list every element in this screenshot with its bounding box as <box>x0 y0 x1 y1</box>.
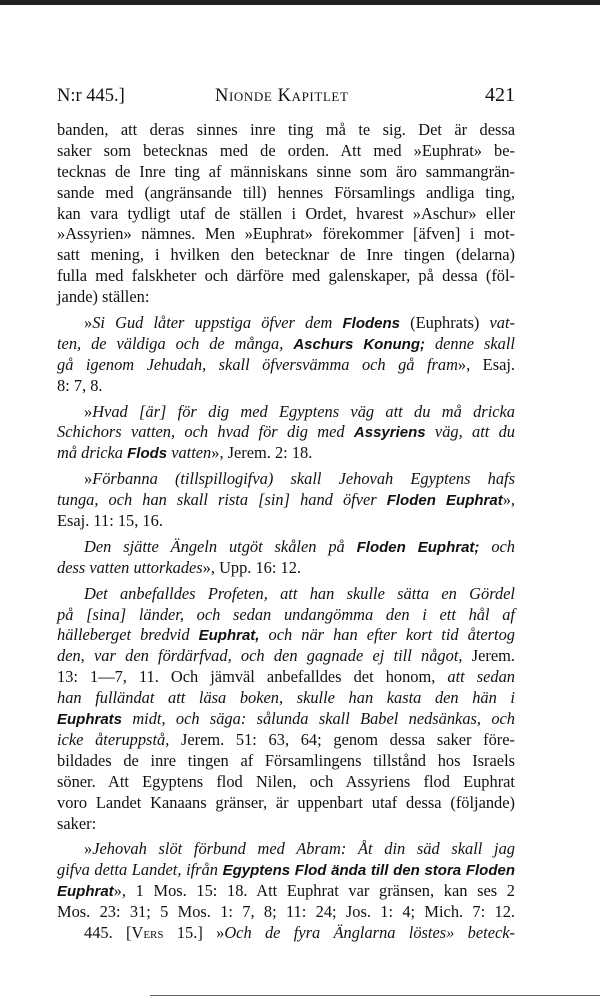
text-run: Förbanna (tillspillogifva) skall Jehovah Egyptens hafs <box>92 469 515 489</box>
text-run: gå igenom Jehudah, skall öfversvämma och gå fram <box>57 354 458 374</box>
text-run: Hvad [är] för dig med Egyptens väg att du må dricka <box>92 401 515 421</box>
text-run: satt mening, i hvilken den betecknar de Inre tingen (delarna) <box>57 245 515 265</box>
text-line <box>57 793 515 814</box>
text-run: Flods <box>127 445 168 463</box>
text-run: Jehovah slöt förbund med Abram: Åt din säd skall jag <box>92 839 515 859</box>
text-run: dess vatten uttorkades <box>57 557 203 577</box>
text-run: Aschurs Konung; <box>293 335 425 353</box>
text-run: vatten <box>167 443 212 463</box>
text-run: saker: <box>57 813 97 833</box>
text-run: Jerem. 51: 63, 64; genom dessa saker före- <box>169 729 515 749</box>
page-body <box>57 120 515 944</box>
quote-line <box>57 709 515 730</box>
text-run: Floden Euphrat; <box>356 538 480 556</box>
text-run: ten, de väldiga och de många, <box>57 333 294 353</box>
text-line <box>57 730 515 751</box>
quote-line <box>57 402 515 423</box>
text-line <box>57 772 515 793</box>
text-run: 8: 7, 8. <box>57 375 103 395</box>
text-run: »Assyrien» nämnes. Men »Euphrat» förekommer [äfven] i mot- <box>57 224 515 244</box>
text-run: midt, och säga: sålunda skall Babel nedsänkas, och <box>122 709 515 729</box>
text-line <box>57 224 515 245</box>
text-run: 13: 1—7, 11. Och jämväl anbefalldes det honom, <box>57 667 448 687</box>
text-run: Den sjätte Ängeln utgöt skålen på <box>84 536 357 556</box>
text-line <box>57 162 515 183</box>
text-run: tunga, och han skall rista [sin] hand öfver <box>57 490 387 510</box>
text-run: kan vara tydligt utaf de ställen i Ordet, hvarest »Aschur» eller <box>57 203 515 223</box>
text-run: Floden Euphrat <box>386 492 503 510</box>
text-run: söner. Att Egyptens flod Nilen, och Assyriens flod Euphrat <box>57 771 515 791</box>
text-run: sande med (angränsande till) hennes Församlings andliga ting, <box>57 182 515 202</box>
text-run: gifva detta Landet, ifrån <box>57 860 223 880</box>
text-run: (Euphrats) <box>400 313 490 333</box>
quote-line <box>57 443 515 464</box>
text-run: den, var den fördärfvad, och den gagnade ej till något, <box>57 646 463 666</box>
text-run: » <box>84 469 93 489</box>
quote-line <box>57 490 515 511</box>
scan-top-edge <box>0 0 600 5</box>
chapter-title: Nionde Kapitlet <box>215 86 349 106</box>
text-run: må dricka <box>57 443 128 463</box>
text-run: jande) ställen: <box>57 287 150 307</box>
text-line <box>57 141 515 162</box>
quote-line <box>57 469 515 490</box>
scan-bottom-edge <box>150 995 600 996</box>
text-run: Jerem. <box>462 646 515 666</box>
text-run: banden, att deras sinnes inre ting må te sig. Det är dessa <box>57 120 515 139</box>
quote-line <box>57 688 515 709</box>
text-run: Esaj. 11: 15, 16. <box>57 511 163 531</box>
running-header <box>57 86 515 110</box>
quote-line <box>57 313 515 334</box>
text-run: denne skall <box>425 333 515 353</box>
section-start-line <box>57 923 515 944</box>
text-run: vat- <box>489 313 515 333</box>
text-run: Det anbefalldes Profeten, att han skulle sätta en Gördel <box>84 583 515 603</box>
text-run: Och de fyra Änglarna löstes» beteck- <box>224 922 515 942</box>
text-run: voro Landet Kanaans gränser, är uppenbart utaf dessa (följande) <box>57 792 515 812</box>
text-run: och <box>479 536 515 556</box>
text-line <box>57 287 515 308</box>
section-number: N:r 445.] <box>57 86 125 106</box>
text-run: väg, att du <box>425 422 516 442</box>
text-run: » <box>84 313 93 333</box>
text-run: », 1 Mos. 15: 18. Att Euphrat var gränsen, kan ses 2 <box>113 881 515 901</box>
quote-line <box>57 625 515 646</box>
quote-line <box>57 558 515 579</box>
quote-line <box>57 376 515 397</box>
text-run: han fulländat att läsa boken, skulle han kasta den hän i <box>57 688 515 708</box>
text-run: tecknas de Inre ting af människans sinne som äro sammangrän- <box>57 161 515 181</box>
text-run: Euphrats <box>57 711 123 729</box>
page-number: 421 <box>485 84 515 106</box>
quote-line <box>57 646 515 667</box>
text-run: på [sina] länder, och sedan undangömma den i ett hål af <box>57 604 515 624</box>
text-run: Flodens <box>342 315 401 333</box>
text-run: », <box>502 490 515 510</box>
text-run: » <box>84 839 93 859</box>
quote-line <box>57 422 515 443</box>
text-run: Assyriens <box>353 424 426 442</box>
text-run: Euphrat, <box>198 627 260 645</box>
text-run: hälleberget bredvid <box>57 625 199 645</box>
text-run: Schichors vatten, och hvad för dig med <box>57 422 354 442</box>
text-run: Euphrat <box>57 883 114 901</box>
quote-line <box>57 860 515 881</box>
quote-line <box>57 537 515 558</box>
text-line <box>57 183 515 204</box>
text-line <box>57 266 515 287</box>
quote-line <box>57 839 515 860</box>
quote-line <box>57 334 515 355</box>
text-run: bildades de inre tingen af Församlingens tillstånd hos Israels <box>57 750 515 770</box>
text-run: Vers <box>131 922 164 942</box>
text-line <box>57 667 515 688</box>
text-run: Mos. 23: 31; 5 Mos. 1: 7, 8; 11: 24; Jos. 1: 4; Mich. 7: 12. <box>57 902 515 922</box>
text-run: Si Gud låter uppstiga öfver dem <box>92 313 343 333</box>
text-run: saker som betecknas med de orden. Att med »Euphrat» be- <box>57 140 515 160</box>
text-line <box>57 120 515 141</box>
text-run: Egyptens Flod ända till den stora Floden <box>222 862 515 880</box>
text-run: icke återuppstå, <box>57 729 170 749</box>
text-line <box>57 245 515 266</box>
text-line <box>57 902 515 923</box>
text-line <box>57 751 515 772</box>
quote-line <box>57 584 515 605</box>
quote-line <box>57 511 515 532</box>
text-run: att sedan <box>447 667 515 687</box>
text-run: », Upp. 16: 12. <box>202 557 302 577</box>
text-run: 445. [ <box>84 922 132 942</box>
text-run: och när han efter kort tid återtog <box>259 625 515 645</box>
text-run: », Esaj. <box>457 354 515 374</box>
text-run: fulla med falskheter och därföre med galenskaper, på dessa (föl- <box>57 266 515 286</box>
text-run: », Jerem. 2: 18. <box>211 443 313 463</box>
text-run: 15.] » <box>163 922 225 942</box>
text-line <box>57 204 515 225</box>
text-line <box>57 881 515 902</box>
text-run: » <box>84 401 93 421</box>
quote-line <box>57 355 515 376</box>
text-line <box>57 814 515 835</box>
quote-line <box>57 605 515 626</box>
